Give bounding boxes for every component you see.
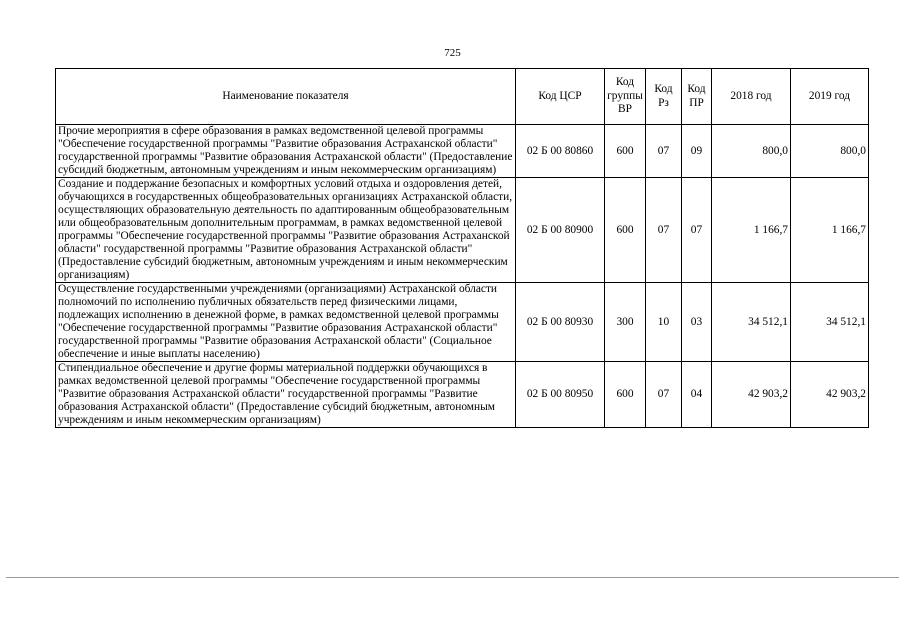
header-2018: 2018 год [712, 69, 791, 125]
row-vr: 600 [605, 178, 646, 283]
row-value-2019: 34 512,1 [791, 283, 869, 362]
budget-table [55, 68, 869, 428]
row-value-2019: 42 903,2 [791, 362, 869, 428]
row-value-2018: 800,0 [712, 125, 791, 178]
row-csr: 02 Б 00 80930 [516, 283, 605, 362]
row-vr: 300 [605, 283, 646, 362]
row-rz: 10 [646, 283, 682, 362]
row-csr: 02 Б 00 80900 [516, 178, 605, 283]
header-name: Наименование показателя [56, 69, 516, 125]
row-rz: 07 [646, 125, 682, 178]
header-rz: Код Рз [646, 69, 682, 125]
header-vr: Код группы ВР [605, 69, 646, 125]
row-vr: 600 [605, 362, 646, 428]
page-number: 725 [444, 47, 461, 59]
row-value-2018: 42 903,2 [712, 362, 791, 428]
table-row [56, 178, 869, 283]
row-value-2018: 1 166,7 [712, 178, 791, 283]
row-value-2019: 1 166,7 [791, 178, 869, 283]
row-name: Создание и поддержание безопасных и комфортных условий отдыха и оздоровления детей, обучающихся в государственных общеобразовательных организациях Астраханской области, осуществляющих образовательную деятельность по адаптированным общеобразовательным или общеобразовательным дополнительным программам, в рамках ведомственной целевой программы "Обеспечение государственной программы "Развитие образования Астраханской области" государственной программы "Развитие образования Астраханской области" (Предоставление субсидий бюджетным, автономным учреждениям и иным некоммерческим организациям) [56, 178, 516, 283]
row-rz: 07 [646, 178, 682, 283]
row-pr: 04 [682, 362, 712, 428]
page-bottom-divider [6, 577, 899, 578]
table-header-row [56, 69, 869, 125]
row-csr: 02 Б 00 80860 [516, 125, 605, 178]
header-2019: 2019 год [791, 69, 869, 125]
table-row [56, 362, 869, 428]
row-value-2019: 800,0 [791, 125, 869, 178]
row-pr: 03 [682, 283, 712, 362]
row-name: Осуществление государственными учреждениями (организациями) Астраханской области полномочий по исполнению публичных обязательств перед физическими лицами, подлежащих исполнению в денежной форме, в рамках ведомственной целевой программы "Обеспечение государственной программы "Развитие образования Астраханской области" государственной программы "Развитие образования Астраханской области" (Социальное обеспечение и иные выплаты населению) [56, 283, 516, 362]
header-pr: Код ПР [682, 69, 712, 125]
header-csr: Код ЦСР [516, 69, 605, 125]
row-name: Стипендиальное обеспечение и другие формы материальной поддержки обучающихся в рамках ведомственной целевой программы "Обеспечение государственной программы "Развитие образования Астраханской области" государственной программы "Развитие образования Астраханской области" (Предоставление субсидий бюджетным, автономным учреждениям и иным некоммерческим организациям) [56, 362, 516, 428]
table-row [56, 283, 869, 362]
row-name: Прочие мероприятия в сфере образования в рамках ведомственной целевой программы "Обеспечение государственной программы "Развитие образования Астраханской области" государственной программы "Развитие образования Астраханской области" (Предоставление субсидий бюджетным, автономным учреждениям и иным некоммерческим организациям) [56, 125, 516, 178]
row-rz: 07 [646, 362, 682, 428]
row-pr: 07 [682, 178, 712, 283]
row-vr: 600 [605, 125, 646, 178]
row-value-2018: 34 512,1 [712, 283, 791, 362]
table-row [56, 125, 869, 178]
row-pr: 09 [682, 125, 712, 178]
row-csr: 02 Б 00 80950 [516, 362, 605, 428]
